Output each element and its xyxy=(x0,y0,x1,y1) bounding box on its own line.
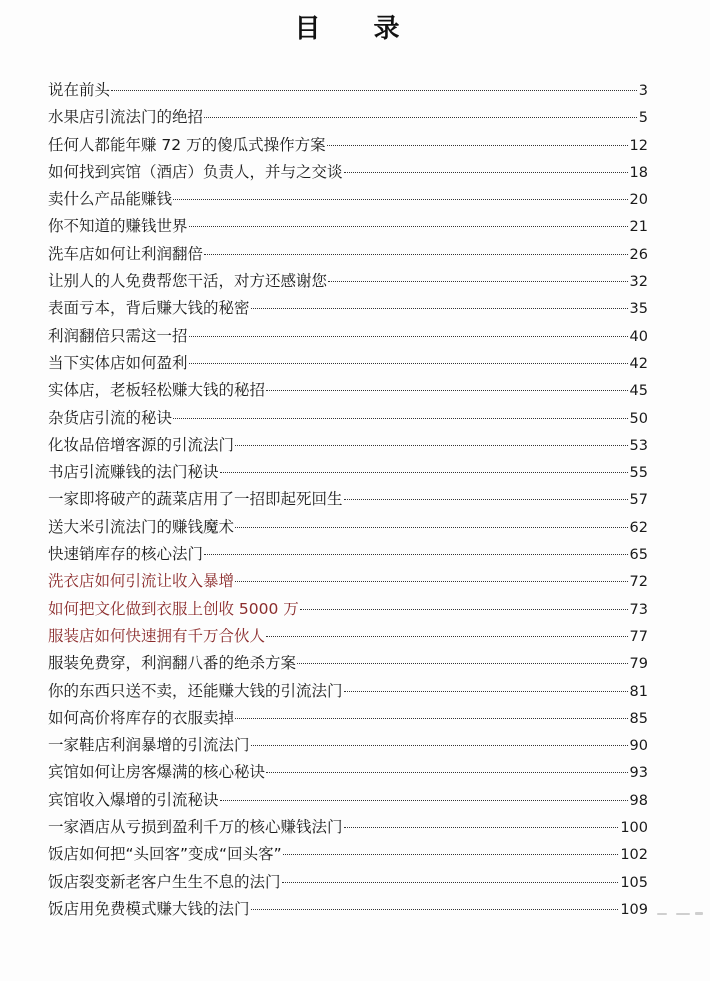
toc-dot-leader xyxy=(204,254,628,255)
toc-dot-leader xyxy=(220,800,628,801)
toc-entry-title: 如何高价将库存的衣服卖掉 xyxy=(48,708,235,727)
toc-entry xyxy=(48,459,648,486)
toc-dot-leader xyxy=(327,145,628,146)
toc-entry-page-number: 77 xyxy=(629,628,648,645)
toc-entry xyxy=(48,405,648,432)
toc-entry xyxy=(48,623,648,650)
toc-entry xyxy=(48,186,648,213)
toc-entry xyxy=(48,650,648,677)
toc-entry-page-number: 5 xyxy=(638,110,648,127)
toc-entry-title: 你的东西只送不卖，还能赚大钱的引流法门 xyxy=(48,681,343,700)
toc-dot-leader xyxy=(266,636,628,637)
toc-entry xyxy=(48,350,648,377)
toc-entry xyxy=(48,486,648,513)
toc-entry-page-number: 40 xyxy=(629,328,648,345)
toc-entry xyxy=(48,787,648,814)
toc-entry xyxy=(48,104,648,131)
toc-dot-leader xyxy=(266,772,628,773)
toc-entry-title: 送大米引流法门的赚钱魔术 xyxy=(48,517,235,536)
toc-entry-title: 任何人都能年赚 72 万的傻瓜式操作方案 xyxy=(48,135,326,154)
toc-entry-title: 一家即将破产的蔬菜店用了一招即起死回生 xyxy=(48,490,343,509)
toc-dot-leader xyxy=(344,172,628,173)
toc-entry-title: 洗车店如何让利润翻倍 xyxy=(48,244,204,263)
toc-entry xyxy=(48,132,648,159)
toc-entry-title: 一家酒店从亏损到盈利千万的核心赚钱法门 xyxy=(48,818,343,837)
toc-entry xyxy=(48,596,648,623)
toc-dot-leader xyxy=(173,199,628,200)
toc-entry-page-number: 3 xyxy=(638,83,648,99)
toc-entry-title: 书店引流赚钱的法门秘诀 xyxy=(48,463,219,482)
toc-entry xyxy=(48,541,648,568)
toc-dot-leader xyxy=(173,418,628,419)
toc-entry-title: 化妆品倍增客源的引流法门 xyxy=(48,435,235,454)
toc-entry xyxy=(48,268,648,295)
toc-dot-leader xyxy=(235,445,628,446)
toc-entry-title: 如何把文化做到衣服上创收 5000 万 xyxy=(48,599,299,618)
toc-entry-title: 杂货店引流的秘诀 xyxy=(48,408,173,427)
toc-entry-page-number: 98 xyxy=(629,792,648,809)
toc-dot-leader xyxy=(251,909,619,910)
toc-entry-title: 卖什么产品能赚钱 xyxy=(48,190,173,209)
toc-dot-leader xyxy=(189,336,628,337)
toc-entry-page-number: 12 xyxy=(629,137,648,154)
toc-entry xyxy=(48,732,648,759)
toc-entry-title: 让别人的人免费帮您干活，对方还感谢您 xyxy=(48,272,328,291)
page-title: 目 录 xyxy=(294,14,422,44)
toc-entry xyxy=(48,568,648,595)
toc-dot-leader xyxy=(235,527,628,528)
toc-entry xyxy=(48,841,648,868)
toc-dot-leader xyxy=(282,882,619,883)
toc-entry-page-number: 35 xyxy=(629,301,648,318)
toc-entry-title: 实体店，老板轻松赚大钱的秘招 xyxy=(48,381,266,400)
toc-dot-leader xyxy=(235,718,628,719)
toc-dot-leader xyxy=(204,117,637,118)
toc-dot-leader xyxy=(300,609,628,610)
toc-dot-leader xyxy=(344,499,628,500)
scan-speck xyxy=(695,912,703,915)
toc-entry-page-number: 21 xyxy=(629,219,648,236)
toc-dot-leader xyxy=(283,854,619,855)
toc-entry-page-number: 79 xyxy=(629,656,648,673)
toc-entry xyxy=(48,159,648,186)
toc-entry xyxy=(48,432,648,459)
toc-entry-page-number: 93 xyxy=(629,765,648,782)
toc-entry xyxy=(48,377,648,404)
toc-entry-title: 服装店如何快速拥有千万合伙人 xyxy=(48,626,266,645)
toc-entry xyxy=(48,759,648,786)
toc-entry xyxy=(48,814,648,841)
toc-dot-leader xyxy=(111,90,637,91)
toc-entry-page-number: 18 xyxy=(629,164,648,181)
toc-entry-title: 表面亏本，背后赚大钱的秘密 xyxy=(48,299,250,318)
toc-dot-leader xyxy=(220,472,628,473)
toc-entry xyxy=(48,241,648,268)
toc-entry-title: 说在前头 xyxy=(48,81,111,99)
toc-entry-title: 快速销库存的核心法门 xyxy=(48,545,204,564)
toc-entry xyxy=(48,678,648,705)
toc-entry-page-number: 50 xyxy=(629,410,648,427)
toc-entry-title: 饭店如何把“头回客”变成“回头客” xyxy=(48,845,282,864)
toc-entry-page-number: 105 xyxy=(620,874,648,891)
toc-entry-title: 利润翻倍只需这一招 xyxy=(48,326,188,345)
toc-entry-title: 当下实体店如何盈利 xyxy=(48,353,188,372)
toc-entry xyxy=(48,77,648,104)
toc-dot-leader xyxy=(189,226,628,227)
toc-dot-leader xyxy=(189,363,628,364)
toc-entry-page-number: 100 xyxy=(620,820,648,837)
scan-speck xyxy=(676,913,690,915)
toc-entry-title: 一家鞋店利润暴增的引流法门 xyxy=(48,736,250,755)
toc-entry-page-number: 109 xyxy=(620,901,648,918)
toc-entry-page-number: 102 xyxy=(620,847,648,864)
toc-entry-page-number: 65 xyxy=(629,547,648,564)
toc-dot-leader xyxy=(235,581,628,582)
toc-entry-title: 饭店用免费模式赚大钱的法门 xyxy=(48,899,250,918)
toc-entry-page-number: 55 xyxy=(629,465,648,482)
toc-entry-title: 你不知道的赚钱世界 xyxy=(48,217,188,236)
toc-entry-page-number: 53 xyxy=(629,437,648,454)
toc-entry xyxy=(48,514,648,541)
toc-entry-page-number: 72 xyxy=(629,574,648,591)
toc-entry xyxy=(48,869,648,896)
toc-entry xyxy=(48,323,648,350)
toc-entry-page-number: 20 xyxy=(629,192,648,209)
toc-entry-title: 宾馆如何让房客爆满的核心秘诀 xyxy=(48,763,266,782)
toc-dot-leader xyxy=(344,827,619,828)
toc-dot-leader xyxy=(266,390,628,391)
toc-entry xyxy=(48,295,648,322)
toc-dot-leader xyxy=(344,691,628,692)
toc-entry-title: 洗衣店如何引流让收入暴增 xyxy=(48,572,235,591)
toc-dot-leader xyxy=(328,281,628,282)
toc-entry-page-number: 73 xyxy=(629,601,648,618)
table-of-contents xyxy=(48,77,648,923)
toc-entry-page-number: 32 xyxy=(629,274,648,291)
toc-entry xyxy=(48,896,648,923)
toc-entry-page-number: 62 xyxy=(629,519,648,536)
toc-entry-page-number: 85 xyxy=(629,710,648,727)
toc-entry-title: 如何找到宾馆（酒店）负责人，并与之交谈 xyxy=(48,162,343,181)
toc-dot-leader xyxy=(204,554,628,555)
toc-entry-page-number: 57 xyxy=(629,492,648,509)
toc-dot-leader xyxy=(297,663,628,664)
toc-entry xyxy=(48,705,648,732)
toc-dot-leader xyxy=(251,308,628,309)
toc-entry-page-number: 45 xyxy=(629,383,648,400)
toc-entry-page-number: 81 xyxy=(629,683,648,700)
toc-entry-title: 饭店裂变新老客户生生不息的法门 xyxy=(48,872,281,891)
scan-speck xyxy=(657,913,667,915)
toc-entry-page-number: 42 xyxy=(629,355,648,372)
toc-entry-title: 水果店引流法门的绝招 xyxy=(48,108,204,127)
toc-entry-title: 宾馆收入爆增的引流秘诀 xyxy=(48,790,219,809)
toc-entry-page-number: 90 xyxy=(629,738,648,755)
toc-entry-page-number: 26 xyxy=(629,246,648,263)
toc-entry-title: 服装免费穿，利润翻八番的绝杀方案 xyxy=(48,654,297,673)
toc-dot-leader xyxy=(251,745,628,746)
toc-entry xyxy=(48,213,648,240)
